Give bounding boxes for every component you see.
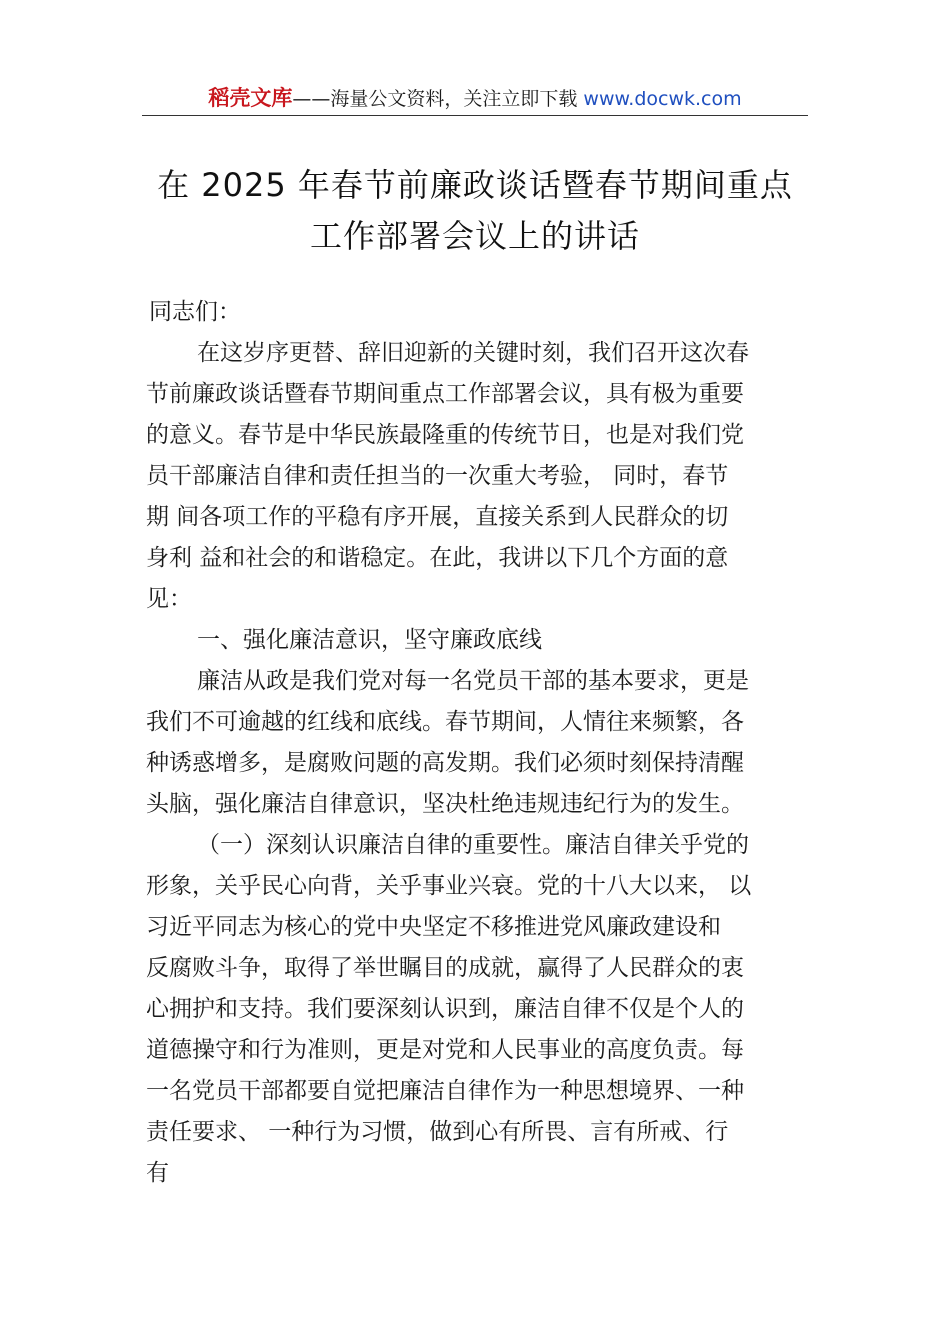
paragraph-line: 种诱惑增多，是腐败问题的高发期。我们必须时刻保持清醒 <box>146 750 744 776</box>
paragraph-line: 的意义。春节是中华民族最隆重的传统节日，也是对我们党 <box>146 422 744 448</box>
paragraph-line: 在这岁序更替、辞旧迎新的关键时刻，我们召开这次春 <box>197 340 749 366</box>
subsection-line: （一）深刻认识廉洁自律的重要性。廉洁自律关乎党的 <box>197 832 749 858</box>
document-body <box>146 292 812 1194</box>
header-divider <box>142 115 808 116</box>
paragraph-line: 反腐败斗争，取得了举世瞩目的成就，赢得了人民群众的衷 <box>146 955 744 981</box>
paragraph-line: 心拥护和支持。我们要深刻认识到，廉洁自律不仅是个人的 <box>146 996 744 1022</box>
paragraph-line: 习近平同志为核心的党中央坚定不移推进党风廉政建设和 <box>146 914 721 940</box>
paragraph-line: 头脑，强化廉洁自律意识，坚决杜绝违规违纪行为的发生。 <box>146 791 744 817</box>
salutation: 同志们： <box>149 299 241 325</box>
paragraph-line: 道德操守和行为准则，更是对党和人民事业的高度负责。每 <box>146 1037 744 1063</box>
paragraph-line: 期 间各项工作的平稳有序开展，直接关系到人民群众的切 <box>146 504 729 530</box>
paragraph-line: 节前廉政谈话暨春节期间重点工作部署会议，具有极为重要 <box>146 381 744 407</box>
paragraph-line: 见： <box>146 586 192 612</box>
header-slogan: ——海量公文资料，关注立即下载 <box>292 88 578 110</box>
document-title <box>142 160 808 262</box>
title-line-2: 工作部署会议上的讲话 <box>309 217 640 255</box>
header-url[interactable]: www.docwk.com <box>583 88 742 110</box>
paragraph-line: 员干部廉洁自律和责任担当的一次重大考验， 同时，春节 <box>146 463 729 489</box>
paragraph-line: 责任要求、 一种行为习惯，做到心有所畏、言有所戒、行 <box>146 1119 729 1145</box>
paragraph-line: 形象，关乎民心向背，关乎事业兴衰。党的十八大以来， 以 <box>146 873 752 899</box>
paragraph-line: 一名党员干部都要自觉把廉洁自律作为一种思想境界、一种 <box>146 1078 744 1104</box>
title-line-1: 在 2025 年春节前廉政谈话暨春节期间重点 <box>157 166 793 204</box>
paragraph-line: 有 <box>146 1160 169 1186</box>
brand-name: 稻壳文库 <box>208 86 293 110</box>
paragraph-line: 我们不可逾越的红线和底线。春节期间，人情往来频繁，各 <box>146 709 744 735</box>
section-heading: 一、强化廉洁意识，坚守廉政底线 <box>197 627 542 653</box>
paragraph-line: 身利 益和社会的和谐稳定。在此，我讲以下几个方面的意 <box>146 545 729 571</box>
page-header <box>142 84 808 113</box>
paragraph-line: 廉洁从政是我们党对每一名党员干部的基本要求，更是 <box>197 668 749 694</box>
